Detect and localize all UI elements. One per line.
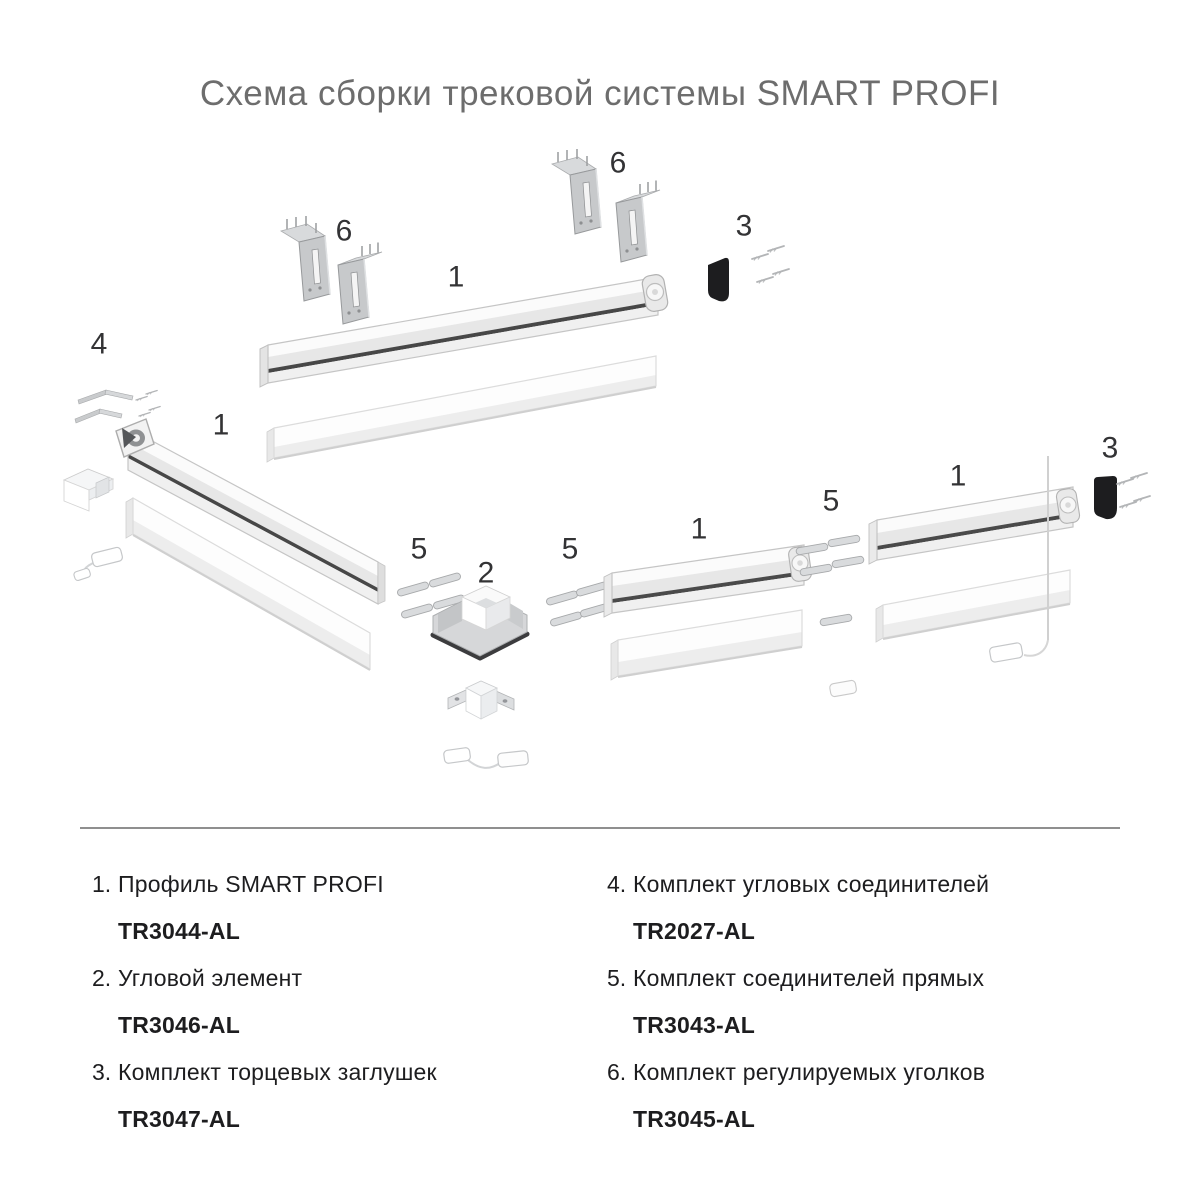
screw-icon — [773, 269, 789, 276]
screw-icon — [1131, 473, 1147, 480]
diffuser-strip-right — [876, 570, 1070, 642]
adjustable-bracket-pair-left — [281, 216, 382, 324]
legend-item-name — [92, 861, 437, 908]
legend-item-number: 1. — [92, 871, 112, 897]
suspension-wire — [1024, 456, 1048, 656]
adjustable-bracket — [338, 243, 382, 325]
callout-label: 1 — [690, 512, 708, 546]
corner-connectors-kit — [75, 390, 160, 423]
legend-item-name — [92, 1049, 437, 1096]
legend-item-label: Угловой элемент — [118, 965, 303, 991]
article-code: TR3045-AL — [633, 1106, 755, 1132]
article-code: TR3047-AL — [118, 1106, 240, 1132]
screw-icon — [768, 246, 784, 253]
end-cap-right — [1094, 473, 1150, 519]
article-code: TR2027-AL — [633, 918, 755, 944]
legend-column-right — [607, 861, 989, 1143]
legend-item-code — [92, 1096, 437, 1143]
callout-label: 3 — [1101, 431, 1119, 465]
track-profile-middle — [604, 545, 812, 617]
screw-icon — [1117, 479, 1133, 486]
screw-icon — [146, 391, 157, 396]
callout-label: 6 — [335, 214, 353, 248]
legend-item-number: 6. — [607, 1059, 627, 1085]
corner-element — [433, 586, 527, 658]
legend-item-number: 5. — [607, 965, 627, 991]
callout-label: 5 — [410, 532, 428, 566]
end-cap-top — [708, 246, 789, 301]
callout-label: 2 — [477, 556, 495, 590]
callout-label: 6 — [609, 146, 627, 180]
callout-label: 5 — [822, 484, 840, 518]
divider-line — [80, 827, 1120, 829]
straight-connector-plate — [796, 543, 829, 555]
legend-item-name — [607, 955, 989, 1002]
screw-icon — [752, 254, 768, 261]
adjustable-bracket — [281, 216, 330, 301]
corner-mount-bracket — [448, 681, 514, 719]
legend-item-label: Комплект угловых соединителей — [633, 871, 990, 897]
legend-item-code — [607, 1002, 989, 1049]
power-connector-right — [989, 642, 1023, 662]
legend-item-name — [607, 1049, 989, 1096]
screw-icon — [149, 407, 160, 412]
legend-item-code — [92, 908, 437, 955]
straight-connector-plate — [550, 611, 583, 627]
adjustable-bracket-pair-right — [552, 146, 660, 262]
diffuser-strip-middle — [611, 610, 802, 680]
callout-label: 1 — [949, 459, 967, 493]
callout-label: 4 — [90, 327, 108, 361]
callout-label: 3 — [735, 209, 753, 243]
legend-item-number: 3. — [92, 1059, 112, 1085]
legend-item-label: Профиль SMART PROFI — [118, 871, 384, 897]
straight-connector-plate — [546, 590, 579, 606]
article-code: TR3043-AL — [633, 1012, 755, 1038]
straight-connector-plate — [828, 535, 861, 547]
legend-item-label: Комплект регулируемых уголков — [633, 1059, 986, 1085]
article-code: TR3046-AL — [118, 1012, 240, 1038]
callout-label: 1 — [447, 260, 465, 294]
straight-connector-plate — [576, 581, 609, 597]
legend-item-name — [607, 861, 989, 908]
power-connector-left — [73, 547, 123, 582]
adjustable-bracket — [552, 149, 601, 234]
straight-connector-plate — [429, 572, 462, 588]
legend-column-left — [92, 861, 437, 1143]
straight-connectors-group-b — [546, 581, 613, 627]
screw-icon — [757, 277, 773, 284]
legend-item-name — [92, 955, 437, 1002]
connector-box — [829, 680, 857, 697]
screw-icon — [1134, 496, 1150, 503]
straight-connector-plate — [832, 556, 865, 568]
power-connector-corner — [443, 747, 528, 768]
straight-connector-plate — [820, 614, 853, 626]
legend-item-label: Комплект торцевых заглушек — [118, 1059, 437, 1085]
legend-item-label: Комплект соединителей прямых — [633, 965, 985, 991]
legend-item-code — [607, 1096, 989, 1143]
legend-item-code — [92, 1002, 437, 1049]
corner-cover-bracket-left — [64, 469, 113, 511]
straight-connector-plate — [401, 603, 434, 619]
straight-connector-plate — [397, 581, 430, 597]
callout-label: 5 — [561, 532, 579, 566]
legend-item-code — [607, 908, 989, 955]
article-code: TR3044-AL — [118, 918, 240, 944]
page-title: Схема сборки трековой системы SMART PROFI — [199, 74, 1001, 113]
screw-icon — [136, 397, 147, 402]
legend-item-number: 2. — [92, 965, 112, 991]
callout-label: 1 — [212, 408, 230, 442]
adjustable-bracket — [616, 181, 660, 263]
screw-icon — [139, 413, 150, 418]
legend-item-number: 4. — [607, 871, 627, 897]
screw-icon — [1120, 502, 1136, 509]
